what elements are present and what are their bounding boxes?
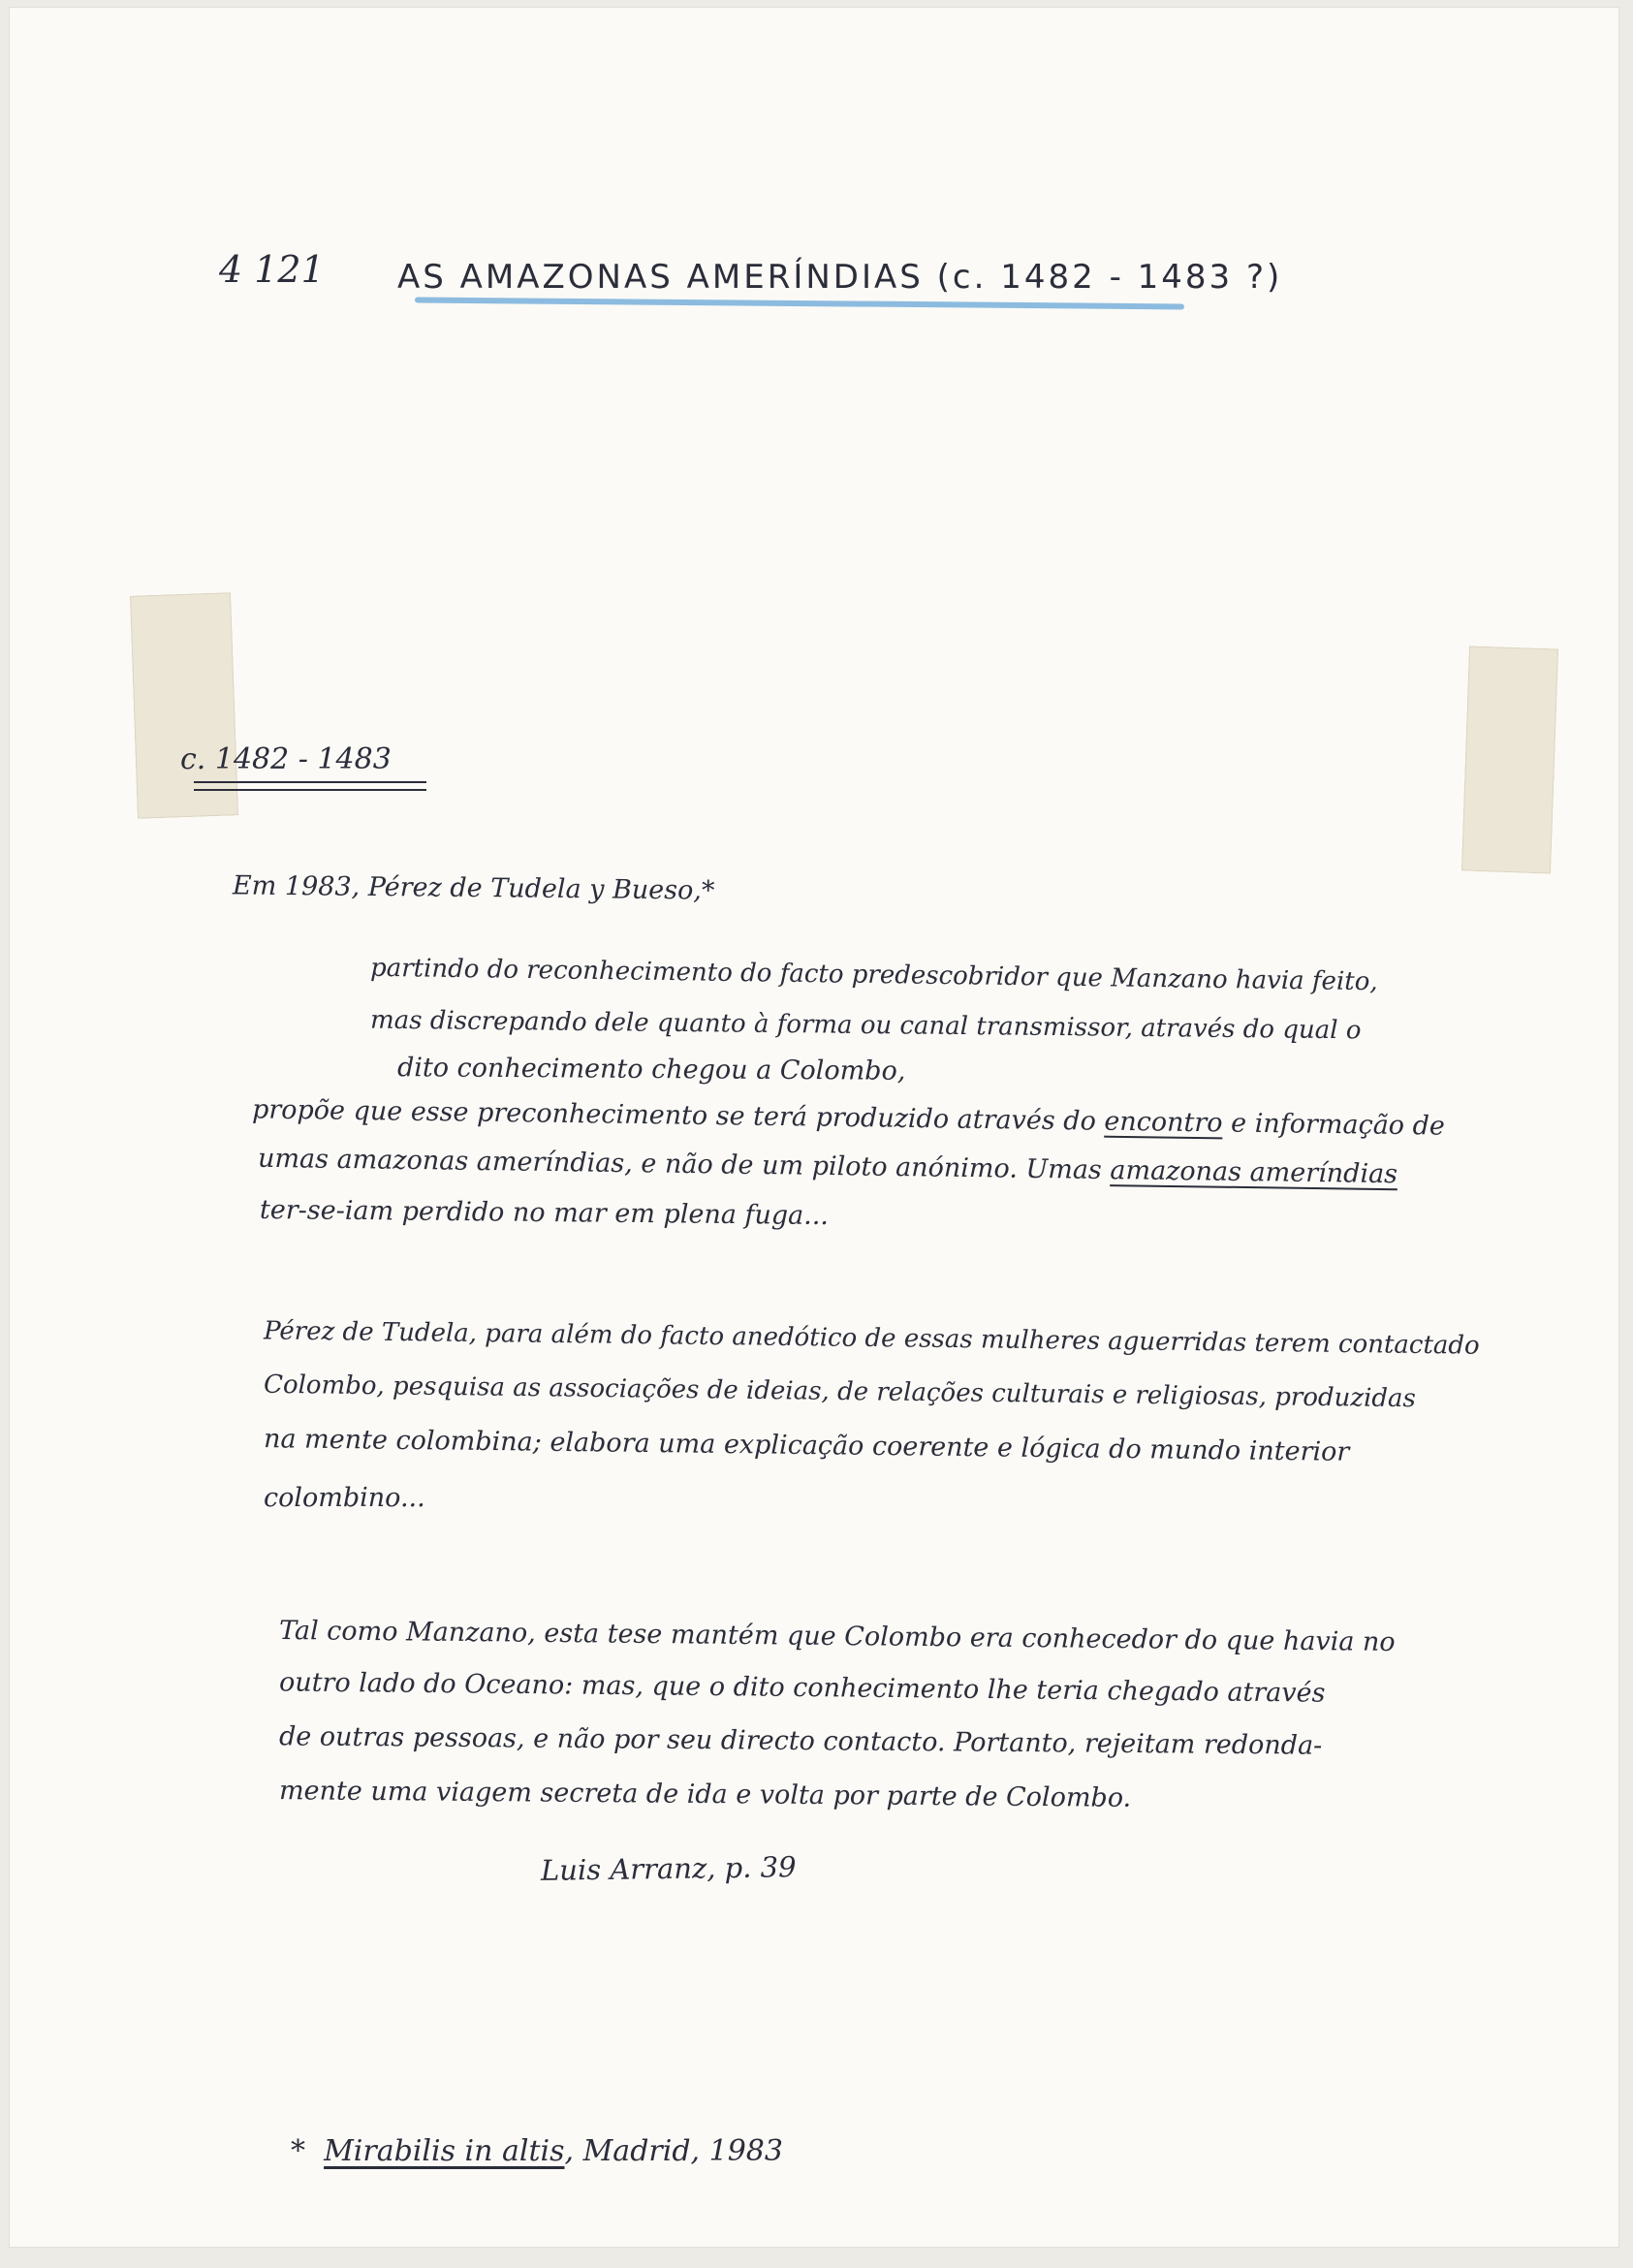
underlined-phrase: amazonas ameríndias bbox=[1110, 1155, 1398, 1190]
paragraph-3-line: outro lado do Oceano: mas, que o dito conhecimento lhe teria chegado através bbox=[278, 1667, 1326, 1709]
citation-signature: Luis Arranz, p. 39 bbox=[540, 1850, 797, 1887]
section-date-rule bbox=[194, 789, 426, 791]
underlined-word: encontro bbox=[1104, 1106, 1223, 1139]
section-date-rule bbox=[194, 781, 426, 783]
paragraph-1-text: propõe que esse preconhecimento se terá produzido através do bbox=[251, 1094, 1097, 1137]
page-number: 4 121 bbox=[219, 248, 325, 291]
paragraph-3-line: de outras pessoas, e não por seu directo contacto. Portanto, rejeitam redonda- bbox=[278, 1721, 1323, 1761]
paragraph-1-text: umas amazonas ameríndias, e não de um piloto anónimo. Umas bbox=[257, 1143, 1103, 1185]
section-date: c. 1482 - 1483 bbox=[180, 742, 392, 776]
paragraph-2-line: colombino... bbox=[264, 1483, 425, 1513]
footnote bbox=[291, 2134, 783, 2168]
page-title: AS AMAZONAS AMERÍNDIAS (c. 1482 - 1483 ?) bbox=[397, 258, 1283, 297]
paragraph-3-line: Tal como Manzano, esta tese mantém que Colombo era conhecedor do que havia no bbox=[278, 1615, 1396, 1658]
paragraph-1-line: ter-se-iam perdido no mar em plena fuga... bbox=[259, 1194, 830, 1232]
footnote-book-title: Mirabilis in altis bbox=[324, 2134, 565, 2168]
paragraph-1-line bbox=[252, 1094, 1445, 1141]
paragraph-2-line: Pérez de Tudela, para além do facto anedótico de essas mulheres aguerridas terem contactado bbox=[263, 1316, 1480, 1361]
paragraph-2-line: na mente colombina; elabora uma explicação coerente e lógica do mundo interior bbox=[263, 1424, 1350, 1467]
footnote-details: , Madrid, 1983 bbox=[564, 2134, 783, 2168]
paragraph-1-line: dito conhecimento chegou a Colombo, bbox=[396, 1053, 906, 1087]
adhesive-tape-left bbox=[130, 592, 238, 818]
paragraph-2-line: Colombo, pesquisa as associações de ideias, de relações culturais e religiosas, produzidas bbox=[263, 1370, 1417, 1414]
paragraph-1-line bbox=[258, 1144, 1397, 1189]
footnote-marker: * bbox=[291, 2134, 305, 2168]
paragraph-1-line: Em 1983, Pérez de Tudela y Bueso,* bbox=[232, 870, 715, 906]
paragraph-1-text: e informação de bbox=[1222, 1108, 1446, 1142]
title-underline bbox=[415, 298, 1184, 310]
paragraph-1-line: partindo do reconhecimento do facto predescobridor que Manzano havia feito, bbox=[369, 953, 1378, 997]
paragraph-1-line: mas discrepando dele quanto à forma ou canal transmissor, através do qual o bbox=[369, 1005, 1362, 1046]
paragraph-3-line: mente uma viagem secreta de ida e volta por parte de Colombo. bbox=[278, 1776, 1132, 1813]
manuscript-page bbox=[10, 8, 1618, 2247]
adhesive-tape-right bbox=[1461, 646, 1558, 873]
